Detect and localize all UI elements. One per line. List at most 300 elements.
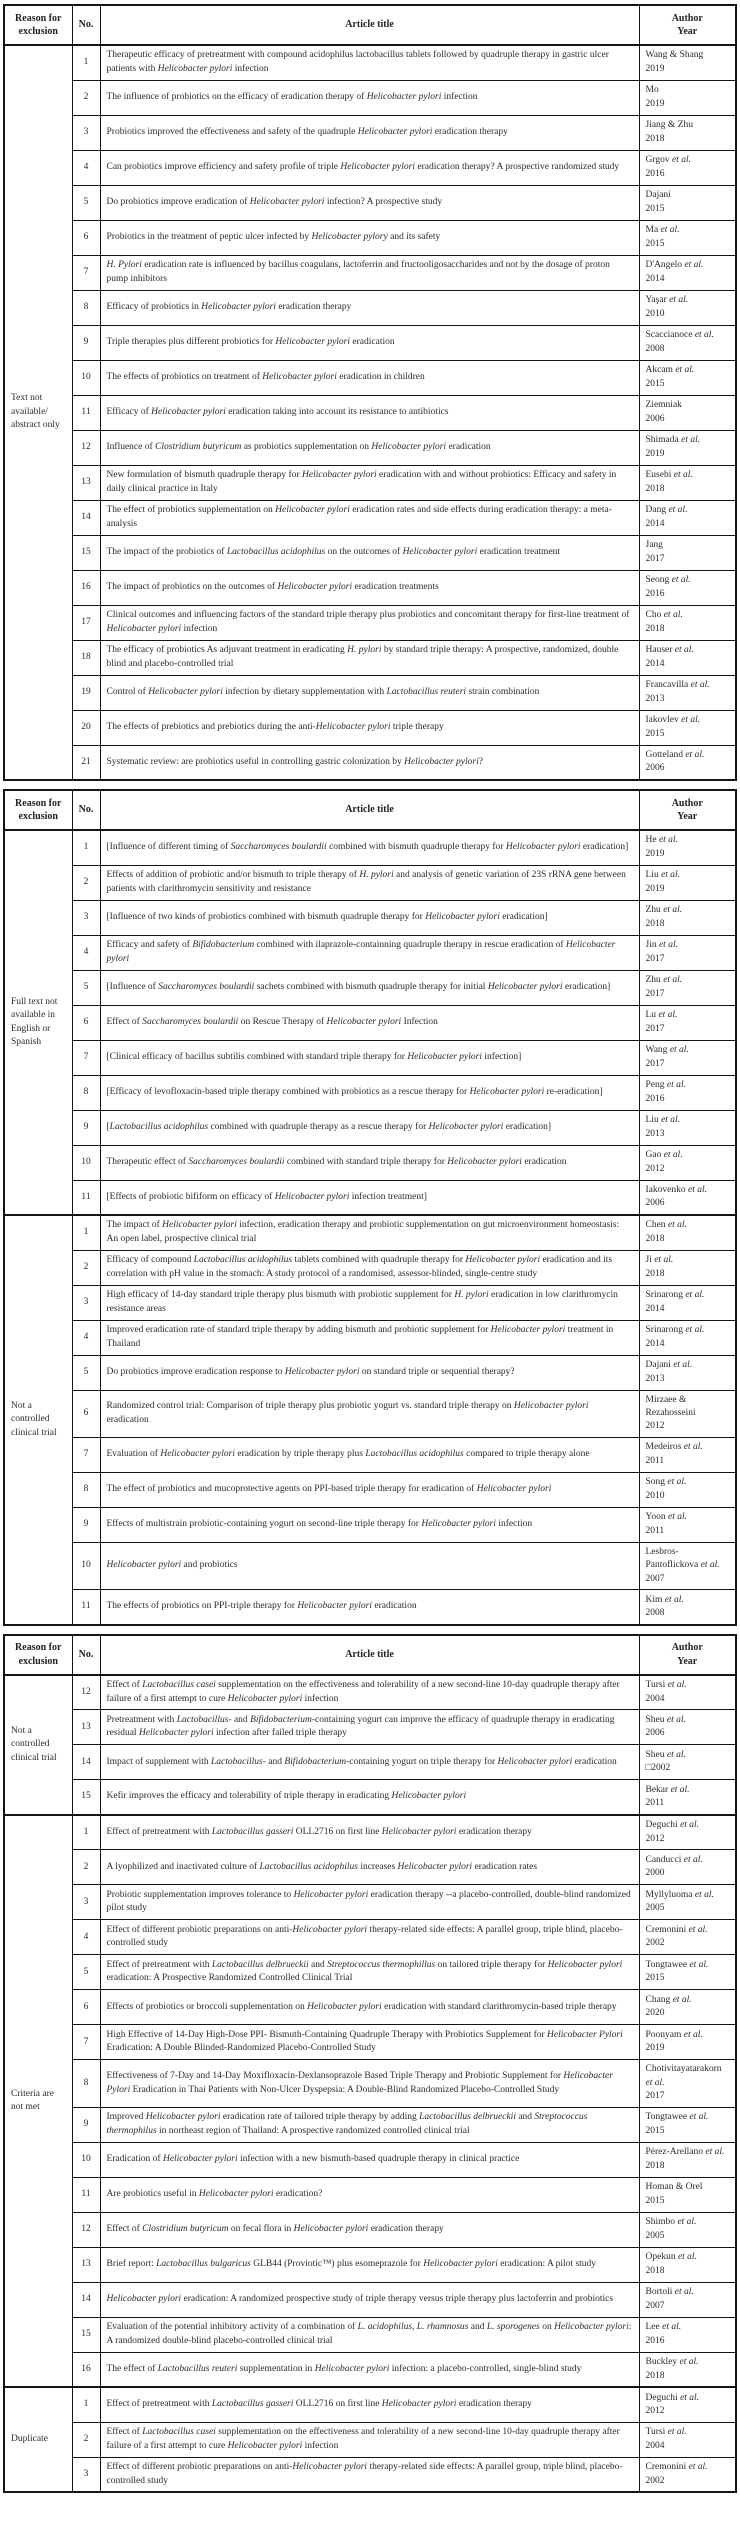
table-row	[4, 535, 736, 570]
table-row	[4, 1110, 736, 1145]
author-name: Wang et al.	[645, 1045, 689, 1056]
author-year-cell	[639, 1145, 736, 1180]
table-row	[4, 1215, 736, 1250]
table-row	[4, 395, 736, 430]
author-name: Jiang & Zhu	[645, 120, 693, 131]
row-number-cell: 7	[72, 2025, 100, 2060]
table-row	[4, 1675, 736, 1710]
article-title-cell: [Clinical efficacy of bacillus subtilis combined with standard triple therapy for Helicobacter pylori infection]	[100, 1040, 639, 1075]
author-year-cell	[639, 220, 736, 255]
author-year-cell	[639, 935, 736, 970]
row-number-cell: 9	[72, 1110, 100, 1145]
row-number-cell: 15	[72, 535, 100, 570]
table-row	[4, 1250, 736, 1285]
article-title-cell: Efficacy and safety of Bifidobacterium combined with ilaprazole-containning quadruple therapy in rescue eradication of Helicobacter pylori	[100, 935, 639, 970]
author-name: D'Angelo et al.	[645, 260, 704, 271]
publication-year: 2006	[645, 763, 665, 774]
article-title-cell: Triple therapies plus different probiotics for Helicobacter pylori eradication	[100, 325, 639, 360]
author-year-cell	[639, 1320, 736, 1355]
table-row	[4, 1040, 736, 1075]
author-name: Shimada et al.	[645, 435, 701, 446]
author-year-cell	[639, 640, 736, 675]
publication-year: 2019	[645, 98, 665, 109]
author-year-cell	[639, 255, 736, 290]
row-number-cell: 14	[72, 2282, 100, 2317]
publication-year: □2002	[645, 1763, 671, 1774]
publication-year: 2011	[645, 1525, 665, 1536]
publication-year: 2015	[645, 2195, 665, 2206]
author-name: Deguchi et al.	[645, 2392, 700, 2403]
author-name: Iakovenko et al.	[645, 1184, 707, 1195]
article-title-cell: Effect of pretreatment with Lactobacillus delbrueckii and Streptococcus thermophillus on tailored triple therapy for Helicobacter pylori eradication: A Prospective Randomized Controlled Clinical Trial	[100, 1955, 639, 1990]
publication-year: 2016	[645, 1093, 665, 1104]
author-year-cell	[639, 1215, 736, 1250]
table-row	[4, 1390, 736, 1437]
publication-year: 2014	[645, 518, 665, 529]
publication-year: 2013	[645, 693, 665, 704]
author-name: Yaşar et al.	[645, 295, 689, 306]
table-row	[4, 1590, 736, 1625]
article-title-cell: Impact of supplement with Lactobacillus- and Bifidobacterium-containing yogurt on triple therapy for Helicobacter pylori eradication	[100, 1745, 639, 1780]
table-row	[4, 1920, 736, 1955]
article-title-cell: The effect of probiotics and mucoprotective agents on PPI-based triple therapy for eradication of Helicobacter pylori	[100, 1472, 639, 1507]
publication-year: 2017	[645, 988, 665, 999]
table-row	[4, 1542, 736, 1589]
article-title-cell: Efficacy of compound Lactobacillus acidophilus tablets combined with quadruple therapy for Helicobacter pylori eradication and its correlation with pH value in the stomach: A study protocol of a randomised, assessor-blinded, single-centre study	[100, 1250, 639, 1285]
row-number-cell: 14	[72, 1745, 100, 1780]
author-year-cell	[639, 570, 736, 605]
row-number-cell: 2	[72, 2422, 100, 2457]
article-title-cell: Can probiotics improve efficiency and safety profile of triple Helicobacter pylori eradication therapy? A prospective randomized study	[100, 150, 639, 185]
article-title-cell: Efficacy of Helicobacter pylori eradication taking into account its resistance to antibiotics	[100, 395, 639, 430]
publication-year: 2011	[645, 1798, 665, 1809]
row-number-cell: 1	[72, 45, 100, 80]
header-year-line: Year	[677, 811, 698, 822]
row-number-cell: 4	[72, 1920, 100, 1955]
article-title-cell: Brief report: Lactobacillus bulgaricus GLB44 (Proviotic™) plus esomeprazole for Helicobacter pylori eradication: A pilot study	[100, 2247, 639, 2282]
article-title-cell: High efficacy of 14-day standard triple therapy plus bismuth with probiotic supplement for H. pylori eradication in low clarithromycin resistance areas	[100, 1285, 639, 1320]
author-name: Zhu et al.	[645, 975, 683, 986]
author-year-cell	[639, 1507, 736, 1542]
row-number-cell: 3	[72, 1885, 100, 1920]
header-reason-for-exclusion: Reason for exclusion	[4, 790, 72, 830]
table-row	[4, 1745, 736, 1780]
publication-year: 2019	[645, 848, 665, 859]
table-row	[4, 2457, 736, 2492]
author-year-cell	[639, 535, 736, 570]
header-article-title: Article title	[100, 1635, 639, 1675]
author-name: Iakovlev et al.	[645, 715, 701, 726]
row-number-cell: 10	[72, 360, 100, 395]
article-title-cell: Effect of different probiotic preparations on anti-Helicobacter pylori therapy-related side effects: A parallel group, triple blind, placebo-controlled study	[100, 1920, 639, 1955]
author-year-cell	[639, 360, 736, 395]
author-year-cell	[639, 1542, 736, 1589]
row-number-cell: 2	[72, 1250, 100, 1285]
author-year-cell	[639, 745, 736, 780]
table-row	[4, 1472, 736, 1507]
author-name: Liu et al.	[645, 1115, 681, 1126]
author-name: Poonyam et al.	[645, 2029, 703, 2040]
article-title-cell: Effects of probiotics or broccoli supplementation on Helicobacter pylori eradication with standard clarithromycin-based triple therapy	[100, 1990, 639, 2025]
author-year-cell	[639, 2142, 736, 2177]
author-name: Zhu et al.	[645, 905, 683, 916]
author-year-cell	[639, 2025, 736, 2060]
publication-year: 2005	[645, 2230, 665, 2241]
header-no: No.	[72, 790, 100, 830]
author-year-cell	[639, 675, 736, 710]
table-row	[4, 150, 736, 185]
table-row	[4, 2352, 736, 2387]
row-number-cell: 9	[72, 2107, 100, 2142]
author-name: Ziemniak	[645, 400, 682, 411]
publication-year: 2004	[645, 1693, 665, 1704]
publication-year: 2008	[645, 1608, 665, 1619]
publication-year: 2015	[645, 1973, 665, 1984]
article-title-cell: [Effects of probiotic bifiform on efficacy of Helicobacter pylori infection treatment]	[100, 1180, 639, 1215]
publication-year: 2018	[645, 483, 665, 494]
article-title-cell: The effect of probiotics supplementation on Helicobacter pylori eradication rates and side effects during eradication therapy: a meta-analysis	[100, 500, 639, 535]
reason-for-exclusion-cell: Duplicate	[4, 2387, 72, 2492]
author-year-cell	[639, 1472, 736, 1507]
author-year-cell	[639, 1355, 736, 1390]
row-number-cell: 7	[72, 1437, 100, 1472]
row-number-cell: 2	[72, 80, 100, 115]
row-number-cell: 13	[72, 465, 100, 500]
publication-year: 2015	[645, 203, 665, 214]
author-year-cell	[639, 500, 736, 535]
author-name: Cremonini et al.	[645, 1924, 708, 1935]
publication-year: 2012	[645, 1421, 665, 1432]
publication-year: 2002	[645, 1938, 665, 1949]
author-name: Sheu et al.	[645, 1714, 686, 1725]
row-number-cell: 15	[72, 1780, 100, 1815]
table-header-row	[4, 1635, 736, 1675]
article-title-cell: Effects of multistrain probiotic-containing yogurt on second-line triple therapy for Helicobacter pylori infection	[100, 1507, 639, 1542]
publication-year: 2005	[645, 1903, 665, 1914]
row-number-cell: 5	[72, 1955, 100, 1990]
row-number-cell: 1	[72, 1815, 100, 1850]
publication-year: 2015	[645, 728, 665, 739]
table-row	[4, 1507, 736, 1542]
row-number-cell: 11	[72, 395, 100, 430]
author-name: Bekar et al.	[645, 1784, 690, 1795]
author-name: Medeiros et al.	[645, 1442, 703, 1453]
author-name: Seong et al.	[645, 575, 691, 586]
article-title-cell: Efficacy of probiotics in Helicobacter pylori eradication therapy	[100, 290, 639, 325]
author-year-cell	[639, 115, 736, 150]
row-number-cell: 14	[72, 500, 100, 535]
row-number-cell: 17	[72, 605, 100, 640]
publication-year: 2018	[645, 133, 665, 144]
table-row	[4, 1850, 736, 1885]
reason-for-exclusion-cell: Not a controlled clinical trial	[4, 1215, 72, 1625]
article-title-cell: Kefir improves the efficacy and tolerability of triple therapy in eradicating Helicobacter pylori	[100, 1780, 639, 1815]
article-title-cell: Do probiotics improve eradication of Helicobacter pylori infection? A prospective study	[100, 185, 639, 220]
row-number-cell: 6	[72, 220, 100, 255]
table-row	[4, 570, 736, 605]
author-year-cell	[639, 150, 736, 185]
author-year-cell	[639, 1250, 736, 1285]
article-title-cell: [Influence of different timing of Saccharomyces boulardii combined with bismuth quadruple therapy for Helicobacter pylori eradication]	[100, 830, 639, 865]
row-number-cell: 18	[72, 640, 100, 675]
article-title-cell: The effects of probiotics on treatment of Helicobacter pylori eradication in children	[100, 360, 639, 395]
author-name: Chang et al.	[645, 1994, 692, 2005]
publication-year: 2014	[645, 658, 665, 669]
article-title-cell: Effect of different probiotic preparations on anti-Helicobacter pylori therapy-related side effects: A parallel group, triple blind, placebo-controlled study	[100, 2457, 639, 2492]
publication-year: 2018	[645, 2160, 665, 2171]
table-row	[4, 2422, 736, 2457]
row-number-cell: 7	[72, 255, 100, 290]
table-row	[4, 2282, 736, 2317]
author-year-cell	[639, 45, 736, 80]
author-name: Lee et al.	[645, 2322, 682, 2333]
publication-year: 2018	[645, 2265, 665, 2276]
author-name: Wang & Shang	[645, 50, 704, 61]
article-title-cell: High Effective of 14-Day High-Dose PPI- Bismuth-Containing Quadruple Therapy with Probiotics Supplement for Helicobacter Pylori Eradication: A Double Blinded-Randomized Placebo-Controlled Study	[100, 2025, 639, 2060]
row-number-cell: 1	[72, 2387, 100, 2422]
author-name: Tursi et al.	[645, 1680, 687, 1691]
author-name: Scaccianoce et al.	[645, 330, 714, 341]
author-name: Jin et al.	[645, 940, 678, 951]
row-number-cell: 9	[72, 1507, 100, 1542]
publication-year: 2018	[645, 2370, 665, 2381]
author-year-cell	[639, 2212, 736, 2247]
reason-for-exclusion-cell: Text not available/ abstract only	[4, 45, 72, 780]
publication-year: 2019	[645, 448, 665, 459]
author-year-cell	[639, 2107, 736, 2142]
row-number-cell: 15	[72, 2317, 100, 2352]
publication-year: 2011	[645, 1455, 665, 1466]
table-row	[4, 255, 736, 290]
row-number-cell: 10	[72, 2142, 100, 2177]
table-row	[4, 1437, 736, 1472]
publication-year: 2012	[645, 1163, 665, 1174]
article-title-cell: Evaluation of Helicobacter pylori eradication by triple therapy plus Lactobacillus acidophilus compared to triple therapy alone	[100, 1437, 639, 1472]
table-row	[4, 45, 736, 80]
author-name: Chen et al.	[645, 1220, 687, 1231]
table-row	[4, 1005, 736, 1040]
row-number-cell: 13	[72, 1710, 100, 1745]
publication-year: 2017	[645, 2091, 665, 2102]
author-year-cell	[639, 970, 736, 1005]
author-year-cell	[639, 1590, 736, 1625]
row-number-cell: 12	[72, 2212, 100, 2247]
author-name: Cremonini et al.	[645, 2462, 708, 2473]
table-row	[4, 830, 736, 865]
article-title-cell: The influence of probiotics on the efficacy of eradication therapy of Helicobacter pylori infection	[100, 80, 639, 115]
author-year-cell	[639, 1180, 736, 1215]
header-year-line: Year	[677, 1655, 698, 1667]
table-row	[4, 465, 736, 500]
author-name: Tongtawee et al.	[645, 2112, 709, 2123]
row-number-cell: 16	[72, 2352, 100, 2387]
publication-year: 2018	[645, 623, 665, 634]
publication-year: 2017	[645, 1058, 665, 1069]
table-row	[4, 745, 736, 780]
publication-year: 2013	[645, 1373, 665, 1384]
publication-year: 2017	[645, 1023, 665, 1034]
publication-year: 2006	[645, 413, 665, 424]
author-name: Francavilla et al.	[645, 680, 710, 691]
table-row	[4, 220, 736, 255]
author-name: Srinarong et al.	[645, 1290, 705, 1301]
header-author-line: Author	[671, 797, 703, 809]
table-row	[4, 2247, 736, 2282]
author-year-cell	[639, 1745, 736, 1780]
publication-year: 2016	[645, 588, 665, 599]
author-name: Mo	[645, 85, 659, 96]
row-number-cell: 3	[72, 2457, 100, 2492]
author-name: Liu et al.	[645, 870, 681, 881]
table-row	[4, 1780, 736, 1815]
article-title-cell: Therapeutic effect of Saccharomyces boulardii combined with standard triple therapy for Helicobacter pylori eradication	[100, 1145, 639, 1180]
publication-year: 2006	[645, 1728, 665, 1739]
header-author-line: Author	[671, 1642, 703, 1654]
table-row	[4, 1145, 736, 1180]
author-year-cell	[639, 2352, 736, 2387]
author-name: Jang	[645, 540, 663, 551]
row-number-cell: 10	[72, 1542, 100, 1589]
author-name: Chotivitayatarakorn et al.	[645, 2064, 722, 2088]
table-row	[4, 1815, 736, 1850]
article-title-cell: Therapeutic efficacy of pretreatment with compound acidophilus lactobacillus tablets followed by quadruple therapy in gastric ulcer patients with Helicobacter pylori infection	[100, 45, 639, 80]
publication-year: 2000	[645, 1868, 665, 1879]
author-year-cell	[639, 185, 736, 220]
author-name: Tursi et al.	[645, 2427, 687, 2438]
article-title-cell: The impact of Helicobacter pylori infection, eradication therapy and probiotic supplementation on gut microenvironment homeostasis: An open label, prospective clinical trial	[100, 1215, 639, 1250]
row-number-cell: 1	[72, 830, 100, 865]
exclusion-table-1	[3, 4, 737, 781]
row-number-cell: 8	[72, 1075, 100, 1110]
row-number-cell: 12	[72, 1675, 100, 1710]
exclusion-table-2	[3, 789, 737, 1626]
article-title-cell: Do probiotics improve eradication response to Helicobacter pylori on standard triple or sequential therapy?	[100, 1355, 639, 1390]
table-row	[4, 1955, 736, 1990]
author-year-cell	[639, 395, 736, 430]
article-title-cell: Effect of Saccharomyces boulardii on Rescue Therapy of Helicobacter pylori Infection	[100, 1005, 639, 1040]
table-row	[4, 865, 736, 900]
row-number-cell: 12	[72, 430, 100, 465]
article-title-cell: [Efficacy of levofloxacin-based triple therapy combined with probiotics as a rescue therapy for Helicobacter pylori re-eradication]	[100, 1075, 639, 1110]
author-year-cell	[639, 1040, 736, 1075]
article-title-cell: Probiotics in the treatment of peptic ulcer infected by Helicobacter pylory and its safety	[100, 220, 639, 255]
author-year-cell	[639, 2422, 736, 2457]
publication-year: 2018	[645, 918, 665, 929]
author-year-cell	[639, 1920, 736, 1955]
publication-year: 2016	[645, 2335, 665, 2346]
article-title-cell: Control of Helicobacter pylori infection by dietary supplementation with Lactobacillus reuteri strain combination	[100, 675, 639, 710]
article-title-cell: [Influence of Saccharomyces boulardii sachets combined with bismuth quadruple therapy for initial Helicobacter pylori eradication]	[100, 970, 639, 1005]
author-name: Myllyluoma et al.	[645, 1889, 714, 1900]
reason-for-exclusion-cell: Full text not available in English or Spanish	[4, 830, 72, 1215]
publication-year: 2018	[645, 1268, 665, 1279]
table-row	[4, 290, 736, 325]
table-row	[4, 1355, 736, 1390]
author-year-cell	[639, 2282, 736, 2317]
row-number-cell: 10	[72, 1145, 100, 1180]
row-number-cell: 8	[72, 290, 100, 325]
article-title-cell: Eradication of Helicobacter pylori infection with a new bismuth-based quadruple therapy in clinical practice	[100, 2142, 639, 2177]
row-number-cell: 6	[72, 1990, 100, 2025]
article-title-cell: The effect of Lactobacillus reuteri supplementation in Helicobacter pylori infection: a placebo-controlled, single-blind study	[100, 2352, 639, 2387]
table-row	[4, 605, 736, 640]
article-title-cell: Effect of Lactobacillus casei supplementation on the effectiveness and tolerability of a new second-line 10-day quadruple therapy after failure of a first attempt to cure Helicobacter pylori infection	[100, 2422, 639, 2457]
table-row	[4, 2142, 736, 2177]
article-title-cell: Influence of Clostridium butyricum as probiotics supplementation on Helicobacter pylori eradication	[100, 430, 639, 465]
author-year-cell	[639, 830, 736, 865]
author-name: Sheu et al.	[645, 1749, 686, 1760]
publication-year: 2020	[645, 2008, 665, 2019]
table-row	[4, 970, 736, 1005]
author-name: Lu et al.	[645, 1010, 678, 1021]
author-year-cell	[639, 865, 736, 900]
article-title-cell: The impact of probiotics on the outcomes of Helicobacter pylori eradication treatments	[100, 570, 639, 605]
row-number-cell: 1	[72, 1215, 100, 1250]
row-number-cell: 21	[72, 745, 100, 780]
row-number-cell: 3	[72, 1285, 100, 1320]
author-name: Ma et al.	[645, 225, 680, 236]
author-year-cell	[639, 2317, 736, 2352]
row-number-cell: 6	[72, 1005, 100, 1040]
author-year-cell	[639, 1780, 736, 1815]
article-title-cell: H. Pylori eradication rate is influenced by bacillus coagulans, lactoferrin and fructooligosaccharides and not by the dosage of proton pump inhibitors	[100, 255, 639, 290]
article-title-cell: Helicobacter pylori eradication: A randomized prospective study of triple therapy versus triple therapy plus lactoferrin and probiotics	[100, 2282, 639, 2317]
table-row	[4, 2212, 736, 2247]
article-title-cell: Helicobacter pylori and probiotics	[100, 1542, 639, 1589]
author-year-cell	[639, 900, 736, 935]
author-name: Gao et al.	[645, 1150, 683, 1161]
publication-year: 2014	[645, 273, 665, 284]
author-name: Hauser et al.	[645, 645, 694, 656]
table-row	[4, 675, 736, 710]
publication-year: 2013	[645, 1128, 665, 1139]
table-row	[4, 1990, 736, 2025]
publication-year: 2010	[645, 1490, 665, 1501]
table-row	[4, 80, 736, 115]
article-title-cell: Effect of Lactobacillus casei supplementation on the effectiveness and tolerability of a new second-line 10-day quadruple therapy after failure of a first attempt to cure Helicobacter pylori infection	[100, 1675, 639, 1710]
publication-year: 2007	[645, 2300, 665, 2311]
header-article-title: Article title	[100, 5, 639, 45]
publication-year: 2017	[645, 553, 665, 564]
table-row	[4, 2107, 736, 2142]
author-name: He et al.	[645, 835, 678, 846]
excluded-articles-tables	[3, 4, 737, 2493]
table-row	[4, 2025, 736, 2060]
row-number-cell: 2	[72, 865, 100, 900]
header-author-year	[639, 1635, 736, 1675]
row-number-cell: 11	[72, 1590, 100, 1625]
article-title-cell: The effects of probiotics on PPI-triple therapy for Helicobacter pylori eradication	[100, 1590, 639, 1625]
author-name: Canducci et al.	[645, 1854, 703, 1865]
table-row	[4, 710, 736, 745]
article-title-cell: The efficacy of probiotics As adjuvant treatment in eradicating H. pylori by standard triple therapy: A prospective, randomized, double blind and placebo-controlled trial	[100, 640, 639, 675]
publication-year: 2012	[645, 1833, 665, 1844]
table-row	[4, 900, 736, 935]
publication-year: 2019	[645, 883, 665, 894]
row-number-cell: 4	[72, 1320, 100, 1355]
author-name: Song et al.	[645, 1477, 687, 1488]
author-year-cell	[639, 325, 736, 360]
article-title-cell: [Lactobacillus acidophilus combined with quadruple therapy as a rescue therapy for Helicobacter pylori eradication]	[100, 1110, 639, 1145]
article-title-cell: Effect of pretreatment with Lactobacillus gasseri OLL2716 on first line Helicobacter pylori eradication therapy	[100, 2387, 639, 2422]
row-number-cell: 19	[72, 675, 100, 710]
author-name: Pérez-Arellano et al.	[645, 2147, 725, 2158]
row-number-cell: 7	[72, 1040, 100, 1075]
article-title-cell: The effects of prebiotics and prebiotics during the anti-Helicobacter pylori triple therapy	[100, 710, 639, 745]
row-number-cell: 3	[72, 115, 100, 150]
author-year-cell	[639, 1710, 736, 1745]
article-title-cell: New formulation of bismuth quadruple therapy for Helicobacter pylori eradication with and without probiotics: Efficacy and safety in daily clinical practice in Italy	[100, 465, 639, 500]
